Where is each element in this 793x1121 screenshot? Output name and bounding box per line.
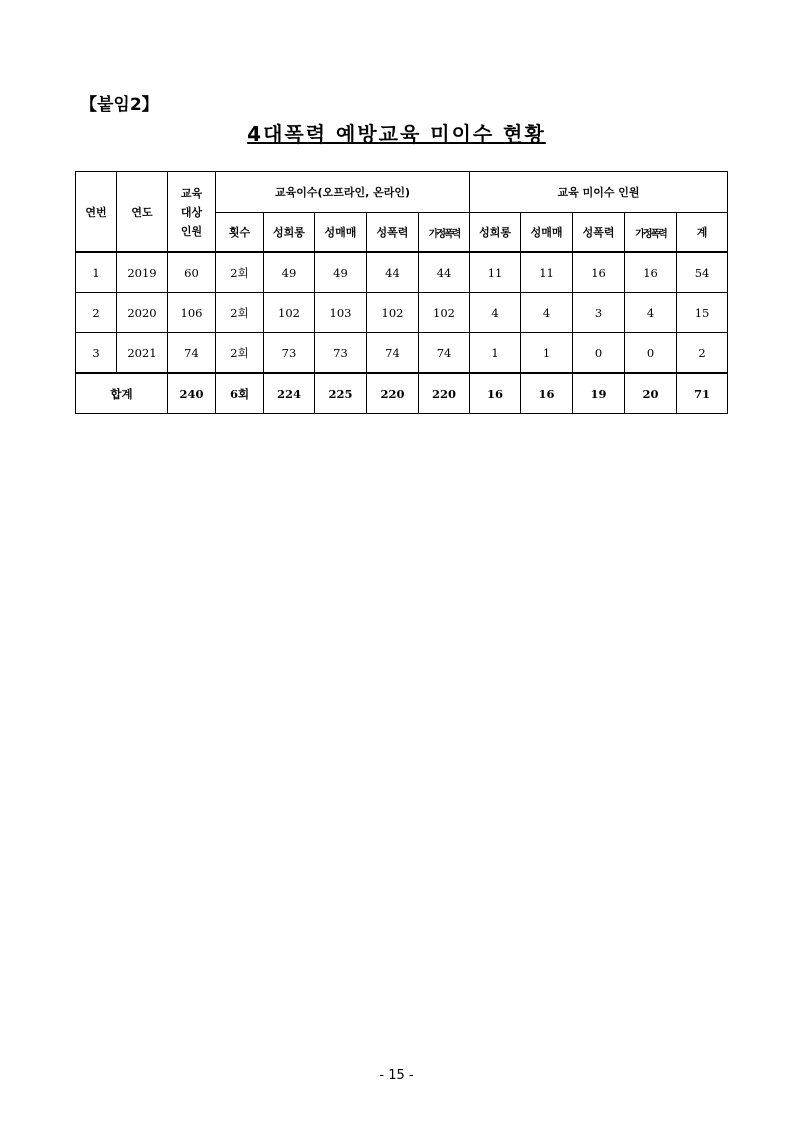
cell-no: 1 (76, 252, 117, 293)
table-total-row (76, 373, 728, 414)
attachment-label: 【붙임2】 (80, 95, 159, 115)
cell-no: 3 (76, 333, 117, 374)
page-number: - 15 - (379, 1068, 414, 1083)
cell-total-completed-violence: 220 (367, 373, 419, 414)
header-target-line3: 인원 (180, 224, 203, 238)
cell-year: 2020 (117, 293, 168, 333)
document-title: 4대폭력 예방교육 미이수 현황 (247, 122, 546, 146)
cell-completed-trafficking: 103 (315, 293, 367, 333)
cell-incomplete-harassment: 1 (470, 333, 521, 374)
header-incomplete-domestic: 가정폭력 (625, 213, 677, 253)
cell-count: 2회 (216, 252, 264, 293)
header-completed-harassment: 성희롱 (264, 213, 315, 253)
cell-no: 2 (76, 293, 117, 333)
cell-incomplete-trafficking: 11 (521, 252, 573, 293)
cell-total-completed-trafficking: 225 (315, 373, 367, 414)
cell-target: 60 (168, 252, 216, 293)
header-target-line2: 대상 (180, 205, 203, 219)
cell-total-incomplete-harassment: 16 (470, 373, 521, 414)
cell-target: 74 (168, 333, 216, 374)
header-year: 연도 (117, 172, 168, 253)
table-row (76, 252, 728, 293)
header-incomplete-trafficking: 성매매 (521, 213, 573, 253)
cell-incomplete-total: 2 (677, 333, 728, 374)
cell-completed-domestic: 44 (419, 252, 470, 293)
education-incomplete-table (75, 171, 728, 414)
cell-incomplete-domestic: 0 (625, 333, 677, 374)
cell-incomplete-domestic: 4 (625, 293, 677, 333)
header-incomplete-total: 계 (677, 213, 728, 253)
header-no: 연번 (76, 172, 117, 253)
cell-total-incomplete-violence: 19 (573, 373, 625, 414)
cell-total-incomplete-total: 71 (677, 373, 728, 414)
cell-target: 106 (168, 293, 216, 333)
cell-total-count: 6회 (216, 373, 264, 414)
header-target-line1: 교육 (180, 186, 203, 200)
table-row (76, 293, 728, 333)
header-completed-count: 횟수 (216, 213, 264, 253)
header-completed-domestic: 가정폭력 (419, 213, 470, 253)
cell-total-incomplete-trafficking: 16 (521, 373, 573, 414)
cell-incomplete-harassment: 4 (470, 293, 521, 333)
header-completed-group: 교육이수(오프라인, 온라인) (216, 172, 470, 213)
cell-incomplete-trafficking: 1 (521, 333, 573, 374)
header-completed-trafficking: 성매매 (315, 213, 367, 253)
header-incomplete-violence: 성폭력 (573, 213, 625, 253)
cell-completed-harassment: 102 (264, 293, 315, 333)
cell-completed-violence: 44 (367, 252, 419, 293)
cell-completed-harassment: 49 (264, 252, 315, 293)
cell-count: 2회 (216, 333, 264, 374)
cell-completed-domestic: 74 (419, 333, 470, 374)
cell-incomplete-violence: 3 (573, 293, 625, 333)
cell-incomplete-violence: 0 (573, 333, 625, 374)
header-target (168, 172, 216, 253)
cell-completed-violence: 102 (367, 293, 419, 333)
cell-incomplete-harassment: 11 (470, 252, 521, 293)
cell-incomplete-violence: 16 (573, 252, 625, 293)
cell-total-completed-domestic: 220 (419, 373, 470, 414)
cell-total-incomplete-domestic: 20 (625, 373, 677, 414)
header-completed-violence: 성폭력 (367, 213, 419, 253)
cell-year: 2021 (117, 333, 168, 374)
cell-total-completed-harassment: 224 (264, 373, 315, 414)
cell-year: 2019 (117, 252, 168, 293)
cell-incomplete-total: 54 (677, 252, 728, 293)
cell-completed-violence: 74 (367, 333, 419, 374)
header-incomplete-group: 교육 미이수 인원 (470, 172, 728, 213)
cell-completed-domestic: 102 (419, 293, 470, 333)
cell-total-target: 240 (168, 373, 216, 414)
cell-count: 2회 (216, 293, 264, 333)
header-incomplete-harassment: 성희롱 (470, 213, 521, 253)
cell-completed-trafficking: 73 (315, 333, 367, 374)
cell-completed-harassment: 73 (264, 333, 315, 374)
table-row (76, 333, 728, 374)
cell-incomplete-domestic: 16 (625, 252, 677, 293)
cell-incomplete-total: 15 (677, 293, 728, 333)
cell-incomplete-trafficking: 4 (521, 293, 573, 333)
cell-completed-trafficking: 49 (315, 252, 367, 293)
cell-total-label: 합계 (76, 373, 168, 414)
